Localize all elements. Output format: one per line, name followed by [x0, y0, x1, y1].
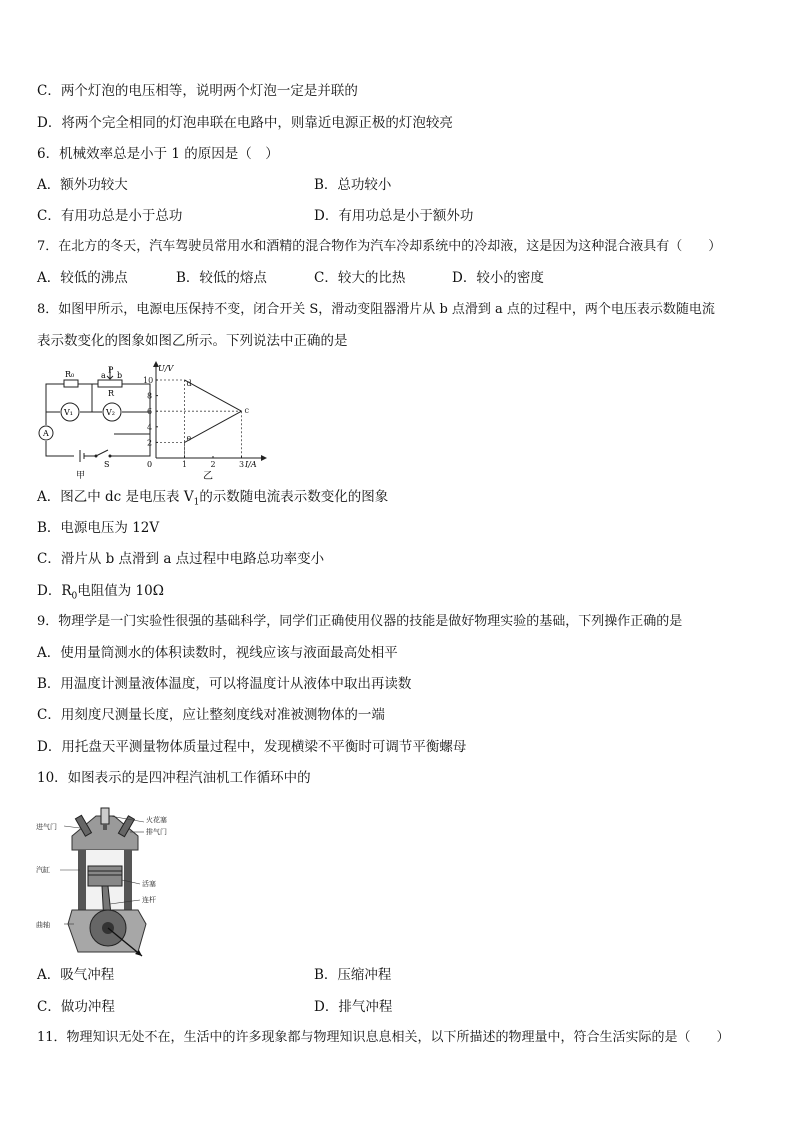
q6-option-d: D．有用功总是小于额外功	[314, 208, 474, 224]
q6-option-a: A．额外功较大	[37, 177, 128, 193]
y-tick-label-2: 4	[147, 422, 153, 432]
y-tick-label-5: 10	[143, 376, 154, 385]
q6-option-c: C．有用功总是小于总功	[37, 208, 183, 224]
question-8-line1: 8．如图甲所示，电源电压保持不变，闭合开关 S，滑动变阻器滑片从 b 点滑到 a 点的过程中，两个电压表示数随电流	[37, 302, 715, 317]
cylinder-label: 汽缸	[36, 866, 50, 874]
q7-option-a: A．较低的沸点	[37, 270, 128, 286]
a-label: a	[101, 371, 106, 380]
q9-option-d: D．用托盘天平测量物体质量过程中，发现横梁不平衡时可调节平衡螺母	[37, 739, 467, 755]
series-line-1	[185, 380, 242, 411]
q7-option-b: B．较低的熔点	[176, 270, 267, 286]
origin-label: 0	[147, 460, 153, 469]
q10-option-c: C．做功冲程	[37, 999, 115, 1015]
question-8-line2: 表示数变化的图象如图乙所示。下列说法中正确的是	[37, 333, 348, 349]
point-label-e: e	[186, 433, 192, 443]
v2-label: V₂	[106, 408, 115, 417]
q8-option-b: B．电源电压为 12V	[37, 520, 160, 536]
intake-valve-label: 进气门	[36, 823, 57, 831]
y-tick-label-3: 6	[147, 407, 153, 417]
x-tick-label-2: 2	[210, 460, 216, 469]
question-6: 6．机械效率总是小于 1 的原因是（ ）	[37, 146, 279, 162]
q7-option-c: C．较大的比热	[314, 270, 406, 286]
point-label-d: d	[186, 379, 192, 388]
switch-label: S	[104, 460, 110, 469]
r0-label: R₀	[65, 370, 75, 379]
question-11: 11．物理知识无处不在，生活中的许多现象都与物理知识息息相关，以下所描述的物理量中，符合生活实际的是（ ）	[37, 1030, 730, 1045]
v1-label: V₁	[64, 408, 73, 417]
q10-option-b: B．压缩冲程	[314, 967, 392, 983]
r-label: R	[108, 389, 115, 398]
q10-option-a: A．吸气冲程	[37, 967, 115, 983]
piston-label: 活塞	[142, 880, 156, 888]
y-tick-label-4: 8	[147, 391, 153, 401]
q8-option-a: A．图乙中 dc 是电压表 $V_1$的示数随电流表示数变化的图象	[37, 489, 389, 508]
circuit-caption: 甲	[76, 471, 86, 481]
circuit-diagram	[38, 364, 158, 482]
switch-contact	[109, 455, 112, 458]
rheostat	[98, 380, 122, 387]
point-label-c: c	[244, 406, 249, 416]
q5-option-d: D．将两个完全相同的灯泡串联在电路中，则靠近电源正极的灯泡较亮	[37, 115, 453, 131]
graph-caption: 乙	[203, 471, 213, 482]
connecting-rod-label: 连杆	[142, 896, 156, 904]
spark-plug-label: 火花塞	[146, 816, 167, 824]
ui-graph	[142, 358, 270, 484]
q9-option-a: A．使用量筒测水的体积读数时，视线应该与液面最高处相平	[37, 645, 398, 661]
q8-option-c: C．滑片从 b 点滑到 a 点过程中电路总功率变小	[37, 551, 325, 567]
p-label: P	[108, 365, 114, 375]
series-line-2	[185, 411, 242, 442]
switch-pivot	[95, 455, 98, 458]
question-7: 7．在北方的冬天，汽车驾驶员常用水和酒精的混合物作为汽车冷却系统中的冷却液，这是因为这种混合液具有（ ）	[37, 239, 722, 254]
q10-option-d: D．排气冲程	[314, 999, 393, 1015]
b-label: b	[117, 371, 123, 380]
x-tick-label-1: 1	[182, 460, 188, 469]
question-10: 10．如图表示的是四冲程汽油机工作循环中的	[37, 770, 311, 786]
y-tick-label-1: 2	[147, 438, 153, 448]
q8-option-d: D．$R_0$电阻值为 10Ω	[37, 583, 164, 602]
crankshaft-label: 曲轴	[36, 921, 50, 929]
q9-option-b: B．用温度计测量液体温度，可以将温度计从液体中取出再读数	[37, 676, 412, 692]
r0-resistor	[64, 380, 78, 387]
y-axis-label: U/V	[158, 364, 174, 373]
exhaust-valve-label: 排气门	[146, 828, 167, 836]
engine-diagram	[34, 806, 184, 962]
question-9: 9．物理学是一门实验性很强的基础科学，同学们正确使用仪器的技能是做好物理实验的基础，下列操作正确的是	[37, 614, 683, 629]
q6-option-b: B．总功较小	[314, 177, 392, 193]
x-tick-label-3: 3	[239, 460, 245, 469]
ammeter-label: A	[43, 429, 49, 438]
q9-option-c: C．用刻度尺测量长度，应让整刻度线对准被测物体的一端	[37, 707, 385, 723]
x-axis-label: I/A	[245, 460, 257, 469]
q7-option-d: D．较小的密度	[452, 270, 544, 286]
q5-option-c: C．两个灯泡的电压相等，说明两个灯泡一定是并联的	[37, 83, 358, 99]
